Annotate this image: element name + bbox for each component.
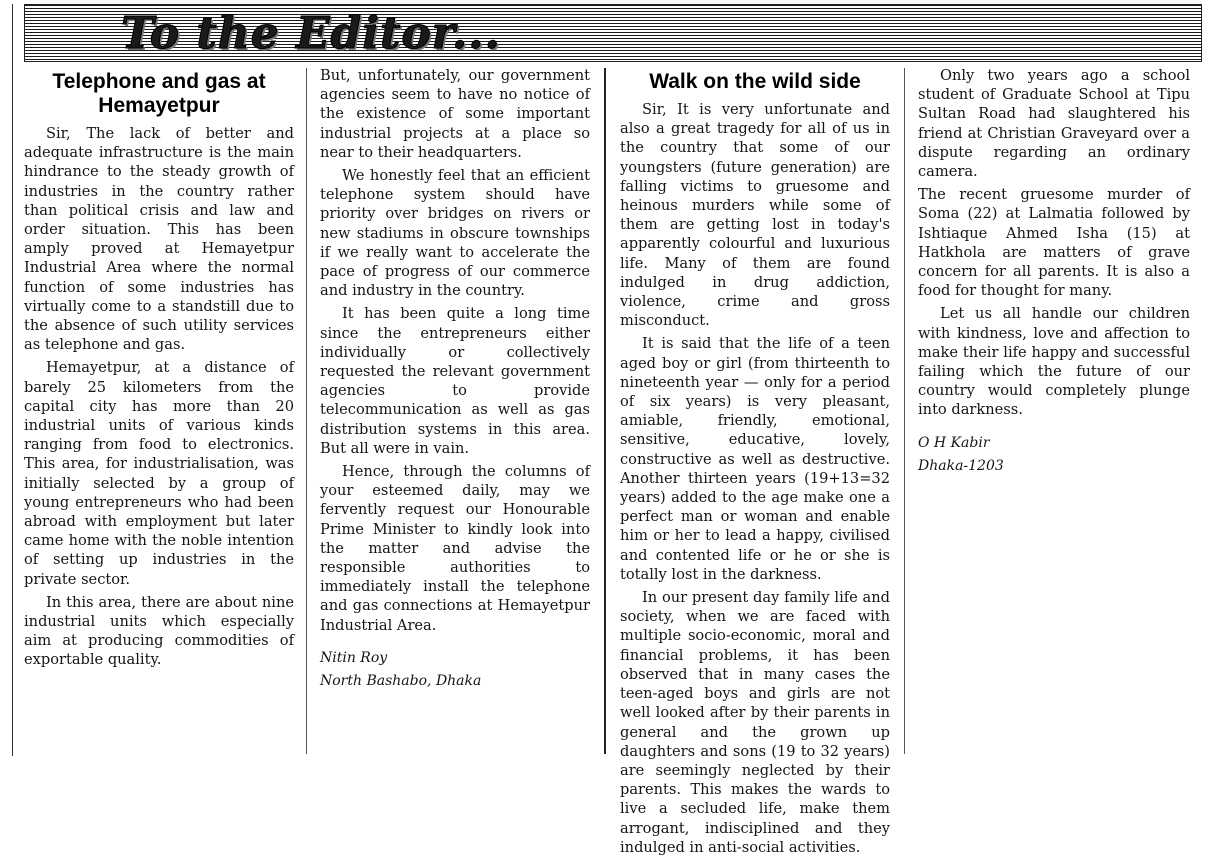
letter2-signature-place: Dhaka-1203 bbox=[918, 457, 1004, 474]
letter1-signature-place: North Bashabo, Dhaka bbox=[320, 672, 482, 689]
letter2-paragraph: It is said that the life of a teen aged boy or girl (from thirteenth to nineteenth year — only for a period of six years) is very pleasant, amiable, friendly, emotional, sensitive, educative, lovely, constructive as well as destructive. Another thirteen years (19+13=32 years) added to the age make one a perfect man or woman and enable him or her to lead a happy, civilised and contented life or he or she is totally lost in the darkness. bbox=[620, 335, 890, 583]
letter2-headline: Walk on the wild side bbox=[649, 70, 861, 93]
letter2-signature-name: O H Kabir bbox=[918, 434, 990, 451]
letter1-headline: Telephone and gas at Hemayetpur bbox=[52, 70, 266, 117]
letter2-paragraph: Let us all handle our children with kindness, love and affection to make their life happy and successful failing which the future of our country would completely plunge into darkness. bbox=[918, 305, 1190, 419]
letter1-paragraph: Sir, The lack of better and adequate infrastructure is the main hindrance to the steady growth of industries in the country rather than political crisis and law and order situation. This has been amply proved at Hemayetpur Industrial Area where the normal function of some industries has virtually come to a standstill due to the absence of such utility services as telephone and gas. bbox=[24, 125, 294, 354]
masthead-banner bbox=[24, 4, 1202, 62]
letter2-paragraph: Only two years ago a school student of Graduate School at Tipu Sultan Road had slaughtered his friend at Christian Graveyard over a dispute regarding an ordinary camera. bbox=[918, 67, 1190, 181]
section-title: To the Editor... bbox=[121, 8, 501, 59]
letter1-column-1 bbox=[24, 66, 294, 756]
page-border bbox=[12, 4, 13, 756]
letter1-paragraph: It has been quite a long time since the entrepreneurs either individually or collectively requested the relevant government agencies to provide telecommunication as well as gas distribution systems in this area. But all were in vain. bbox=[320, 305, 590, 457]
letter2-column-2 bbox=[918, 66, 1190, 756]
letter1-paragraph: Hemayetpur, at a distance of barely 25 kilometers from the capital city has more than 20 industrial units of various kinds ranging from food to electronics. This area, for industrialisation, was initially selected by a group of young entrepreneurs who had been abroad with employment but later came home with the noble intention of setting up industries in the private sector. bbox=[24, 359, 294, 588]
letter2-paragraph: The recent gruesome murder of Soma (22) at Lalmatia followed by Ishtiaque Ahmed Isha (15) at Hatkhola are matters of grave concern for all parents. It is also a food for thought for many. bbox=[918, 186, 1190, 300]
column-divider bbox=[904, 68, 905, 754]
letter1-signature-name: Nitin Roy bbox=[320, 649, 388, 666]
column-divider bbox=[306, 68, 307, 754]
letter2-paragraph: Sir, It is very unfortunate and also a great tragedy for all of us in the country that some of our youngsters (future generation) are falling victims to gruesome and heinous murders while some of them are getting lost in today's apparently colourful and luxurious life. Many of them are found indulged in drug addiction, violence, crime and gross misconduct. bbox=[620, 101, 890, 330]
letter1-paragraph: But, unfortunately, our government agencies seem to have no notice of the existence of some important industrial projects at a place so near to their headquarters. bbox=[320, 67, 590, 161]
letter1-column-2 bbox=[320, 66, 590, 756]
letter2-column-1 bbox=[620, 66, 890, 856]
letter1-paragraph: In this area, there are about nine industrial units which especially aim at producing commodities of exportable quality. bbox=[24, 593, 294, 669]
letter2-paragraph: In our present day family life and society, when we are faced with multiple socio-economic, moral and financial problems, it has been observed that in many cases the teen-aged boys and girls are not well looked after by their parents in general and the grown up daughters and sons (19 to 32 years) are seemingly neglected by their parents. This makes the wards to live a secluded life, make them arrogant, indisciplined and they indulged in anti-social activities. bbox=[620, 589, 890, 856]
column-divider bbox=[604, 68, 606, 754]
letter1-paragraph: We honestly feel that an efficient telephone system should have priority over bridges on rivers or new stadiums in obscure townships if we really want to accelerate the pace of progress of our commerce and industry in the country. bbox=[320, 167, 590, 300]
letter1-paragraph: Hence, through the columns of your esteemed daily, may we fervently request our Honourable Prime Minister to kindly look into the matter and advise the responsible authorities to immediately install the telephone and gas connections at Hemayetpur Industrial Area. bbox=[320, 463, 590, 634]
